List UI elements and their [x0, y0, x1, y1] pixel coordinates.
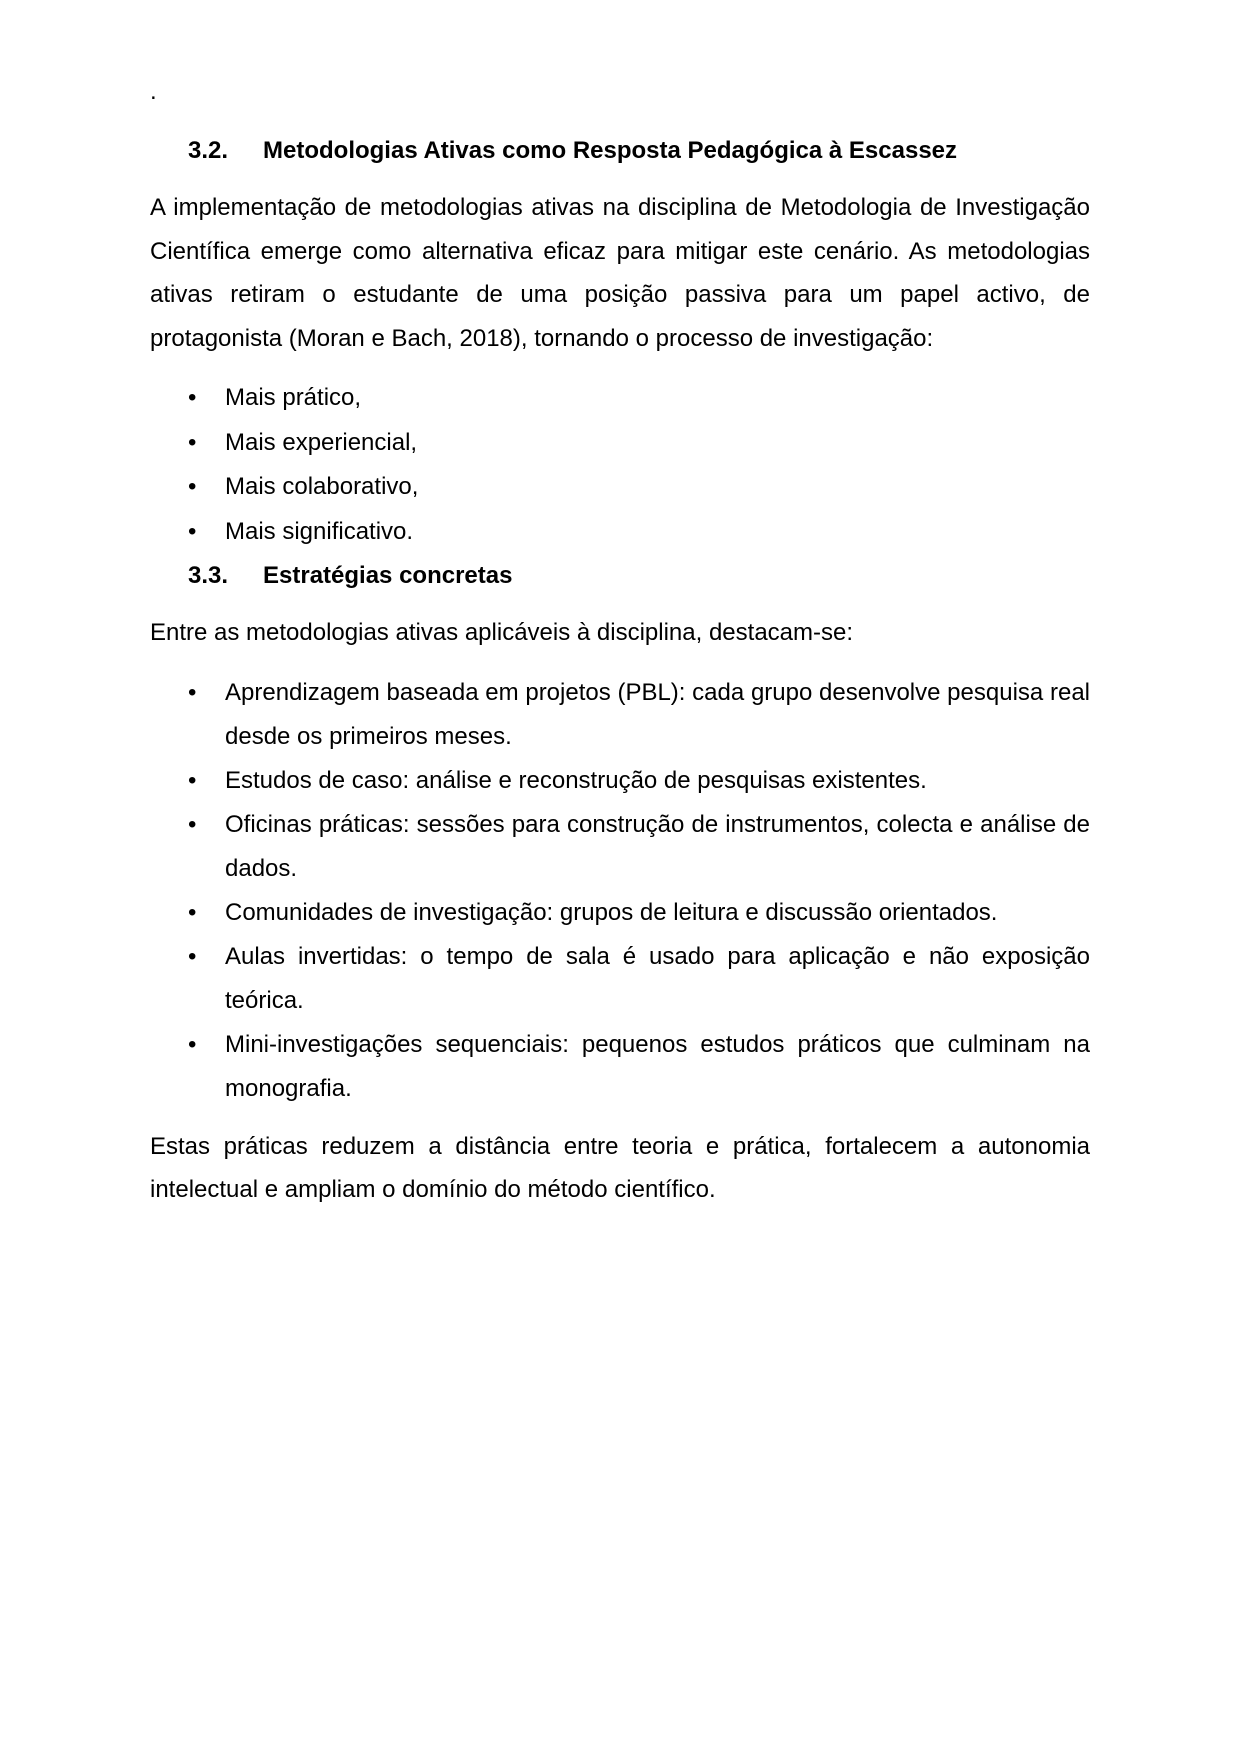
bullet-icon: •	[188, 517, 197, 545]
list-item	[150, 803, 1090, 891]
bullet-icon: •	[188, 1030, 197, 1058]
bullet-list-qualities	[150, 376, 1090, 554]
list-item-text: Estudos de caso: análise e reconstrução de pesquisas existentes.	[225, 766, 927, 794]
leading-dot: .	[150, 78, 157, 105]
list-item	[150, 465, 1090, 510]
list-item-text: Oficinas práticas: sessões para construção de instrumentos, colecta e análise de dados.	[225, 810, 1090, 882]
list-item	[150, 891, 1090, 935]
section-number: 3.2.	[188, 137, 229, 164]
bullet-icon: •	[188, 810, 197, 838]
paragraph-strategies-intro: Entre as metodologias ativas aplicáveis à disciplina, destacam-se:	[150, 619, 854, 646]
bullet-icon: •	[188, 384, 197, 411]
list-item-text: Mini-investigações sequenciais: pequenos estudos práticos que culminam na monografia.	[225, 1030, 1090, 1102]
list-item-text: Mais colaborativo,	[225, 473, 419, 500]
list-item-text: Aulas invertidas: o tempo de sala é usado para aplicação e não exposição teórica.	[225, 942, 1090, 1014]
list-item-text: Aprendizagem baseada em projetos (PBL): cada grupo desenvolve pesquisa real desde os primeiros meses.	[225, 678, 1090, 750]
paragraph-conclusion: Estas práticas reduzem a distância entre teoria e prática, fortalecem a autonomia intelectual e ampliam o domínio do método científico.	[150, 1132, 1090, 1203]
section-title: Estratégias concretas	[263, 562, 513, 589]
list-item	[150, 421, 1090, 466]
section-heading-3-3	[150, 554, 1090, 597]
list-item-text: Mais significativo.	[225, 517, 414, 545]
list-item	[150, 759, 1090, 803]
bullet-icon: •	[188, 942, 197, 970]
list-item-text: Mais prático,	[225, 384, 362, 411]
list-item	[150, 1023, 1090, 1111]
section-heading-3-2	[150, 129, 1090, 172]
bullet-icon: •	[188, 678, 197, 706]
list-item	[150, 671, 1090, 759]
bullet-icon: •	[188, 473, 197, 500]
page-content	[150, 70, 1090, 1228]
bullet-icon: •	[188, 428, 197, 456]
bullet-list-strategies	[150, 671, 1090, 1111]
section-title: Metodologias Ativas como Resposta Pedagógica à Escassez	[263, 137, 958, 164]
paragraph-intro: A implementação de metodologias ativas na disciplina de Metodologia de Investigação Científica emerge como alternativa eficaz para mitigar este cenário. As metodologias ativas retiram o estudante de uma posição passiva para um papel activo, de protagonista (Moran e Bach, 2018), tornando o processo de investigação:	[150, 194, 1090, 352]
list-item	[150, 376, 1090, 421]
list-item-text: Mais experiencial,	[225, 428, 418, 456]
list-item-text: Comunidades de investigação: grupos de leitura e discussão orientados.	[225, 898, 998, 926]
bullet-icon: •	[188, 766, 197, 794]
list-item	[150, 510, 1090, 555]
list-item	[150, 935, 1090, 1023]
section-number: 3.3.	[188, 562, 229, 589]
bullet-icon: •	[188, 898, 197, 926]
